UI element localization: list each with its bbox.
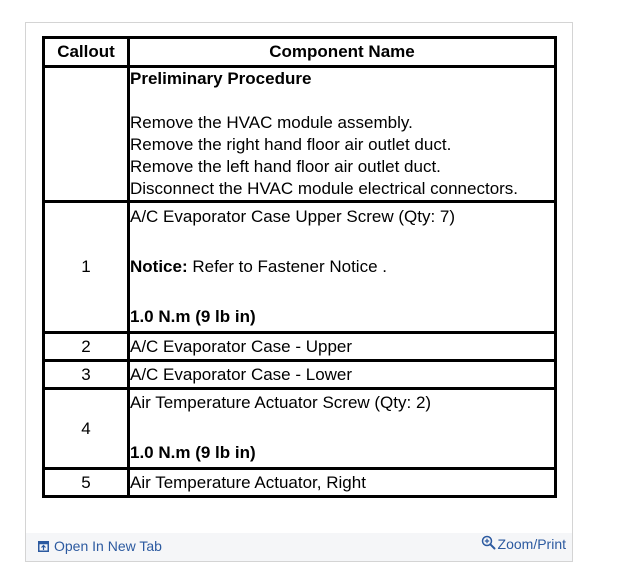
component-name-cell [129,202,556,333]
preliminary-step: Remove the right hand floor air outlet duct. [130,135,452,154]
preliminary-procedure-row [44,67,556,202]
open-in-new-tab-link[interactable] [38,538,162,554]
component-name: A/C Evaporator Case Upper Screw (Qty: 7) [130,206,456,226]
torque-spec: 1.0 N.m (9 lb in) [130,306,256,326]
callout-number: 3 [44,361,129,389]
callout-number: 1 [44,202,129,333]
table-row [44,469,556,497]
table-row [44,361,556,389]
figure-toolbar [26,533,572,561]
zoom-print-label: Zoom/Print [497,536,566,552]
open-in-new-tab-label: Open In New Tab [54,538,162,554]
table-row [44,389,556,469]
zoom-print-link[interactable] [481,536,566,552]
notice-text: Refer to Fastener Notice . [187,256,387,276]
notice [130,256,554,277]
table-row [44,333,556,361]
preliminary-step: Remove the HVAC module assembly. [130,113,413,132]
component-name: A/C Evaporator Case - Upper [129,333,556,361]
table-header-row [44,38,556,67]
preliminary-step: Disconnect the HVAC module electrical connectors. [130,179,519,198]
component-table [42,36,557,498]
callout-number: 4 [44,389,129,469]
component-name: A/C Evaporator Case - Lower [129,361,556,389]
preliminary-callout-cell [44,67,129,202]
callout-number: 5 [44,469,129,497]
preliminary-step: Remove the left hand floor air outlet duct. [130,157,441,176]
component-name-header: Component Name [129,38,556,67]
preliminary-procedure-title: Preliminary Procedure [130,69,312,88]
component-name: Air Temperature Actuator, Right [129,469,556,497]
zoom-in-icon [481,535,496,550]
callout-header: Callout [44,38,129,67]
preliminary-procedure-cell [129,67,556,202]
table-row [44,202,556,333]
component-name: Air Temperature Actuator Screw (Qty: 2) [130,393,432,412]
callout-number: 2 [44,333,129,361]
component-name-cell [129,389,556,469]
open-new-tab-icon [38,541,49,552]
notice-label: Notice: [130,256,188,276]
figure-panel [25,22,573,562]
torque-spec: 1.0 N.m (9 lb in) [130,443,256,462]
